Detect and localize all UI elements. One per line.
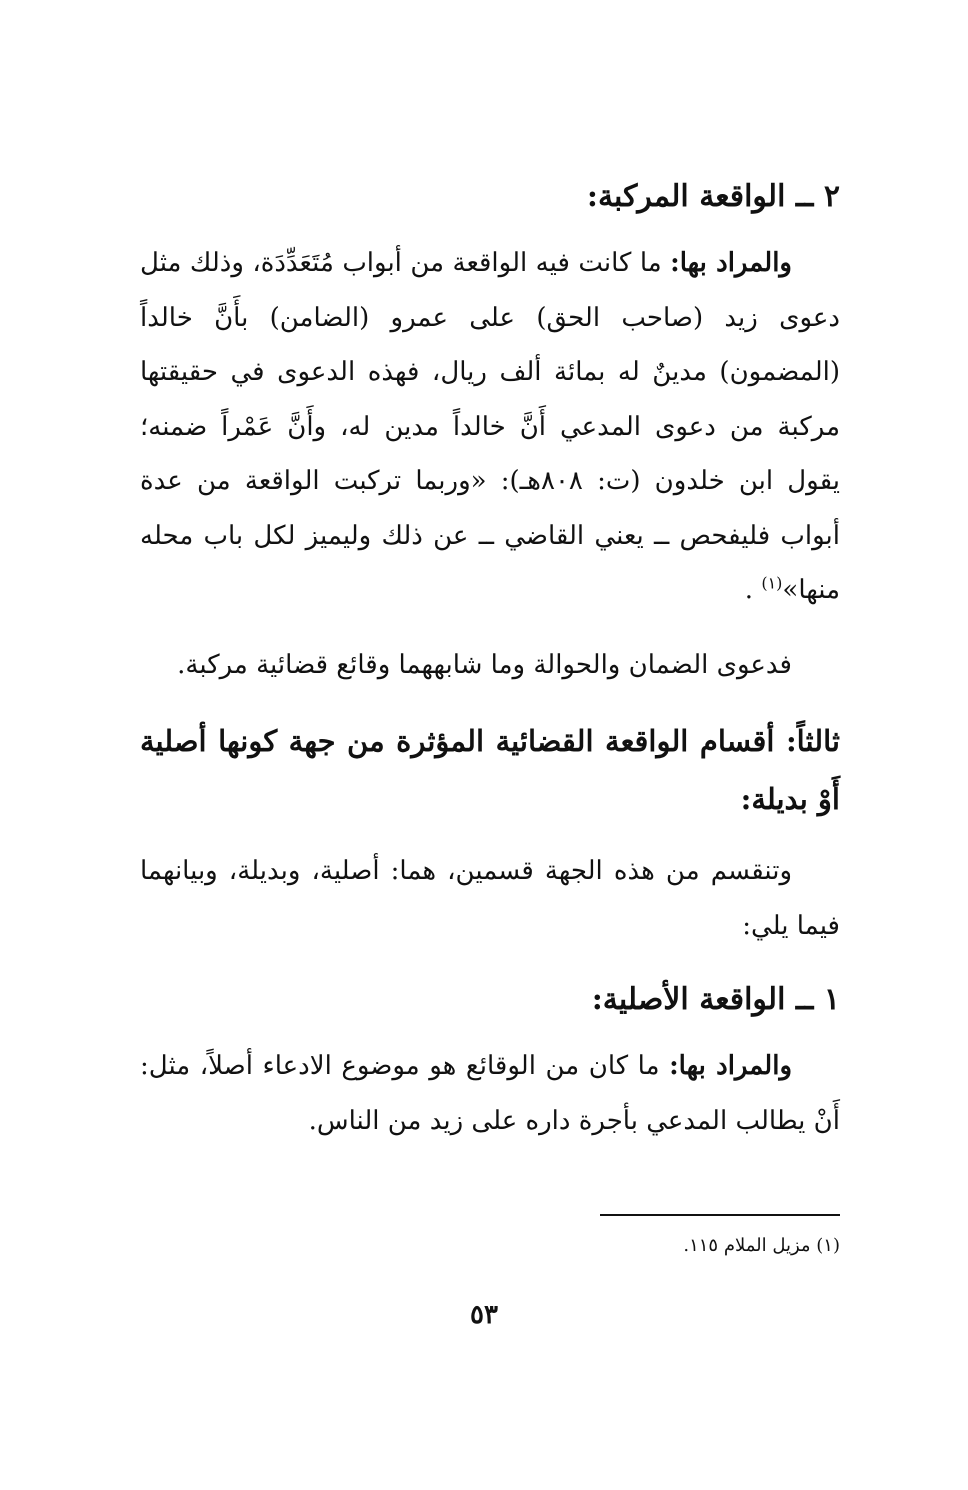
footnote-text: (١) مزيل الملام ١١٥. [683, 1235, 840, 1256]
paragraph-text: ما كان من الوقائع هو موضوع الادعاء أصلاً، مثل: أَنْ يطالب المدعي بأجرة داره على زيد من الناس. [140, 1051, 840, 1136]
footnote-reference: (١) [761, 573, 783, 593]
page-body [140, 170, 840, 1168]
section-heading-third: ثالثاً: أقسام الواقعة القضائية المؤثرة من جهة كونها أصلية أَوْ بديلة: [140, 724, 840, 816]
paragraph-compound-definition [140, 236, 840, 618]
paragraph-lead: والمراد بها: [669, 1051, 793, 1081]
paragraph-text: ما كانت فيه الواقعة من أبواب مُتَعَدِّدَة، وذلك مثل دعوى زيد (صاحب الحق) على عمرو (الضامن) بأَنَّ خالداً (المضمون) مدينٌ له بمائة ألف ريال، فهذه الدعوى في حقيقتها مركبة من دعوى المدعي أَنَّ خالداً مدين له، وأَنَّ عَمْراً ضمنه؛ يقول ابن خلدون (ت: ٨٠٨هـ): «وربما تركبت الواقعة من عدة أبواب فليفحص ــ يعني القاضي ــ عن ذلك وليميز لكل باب محله منها» [140, 248, 840, 605]
paragraph-division: وتنقسم من هذه الجهة قسمين، هما: أصلية، وبديلة، وبيانهما فيما يلي: [140, 856, 840, 941]
page-number: ٥٣ [470, 1300, 498, 1330]
paragraph-lead: والمراد بها: [670, 248, 792, 278]
paragraph-original-definition [140, 1039, 840, 1148]
paragraph-guarantee-examples: فدعوى الضمان والحوالة وما شابههما وقائع قضائية مركبة. [177, 649, 792, 680]
footnote-divider [600, 1214, 840, 1216]
paragraph-end: . [744, 575, 762, 605]
heading-compound-case: ٢ ــ الواقعة المركبة: [586, 179, 840, 214]
heading-original-case: ١ ــ الواقعة الأصلية: [591, 982, 840, 1017]
